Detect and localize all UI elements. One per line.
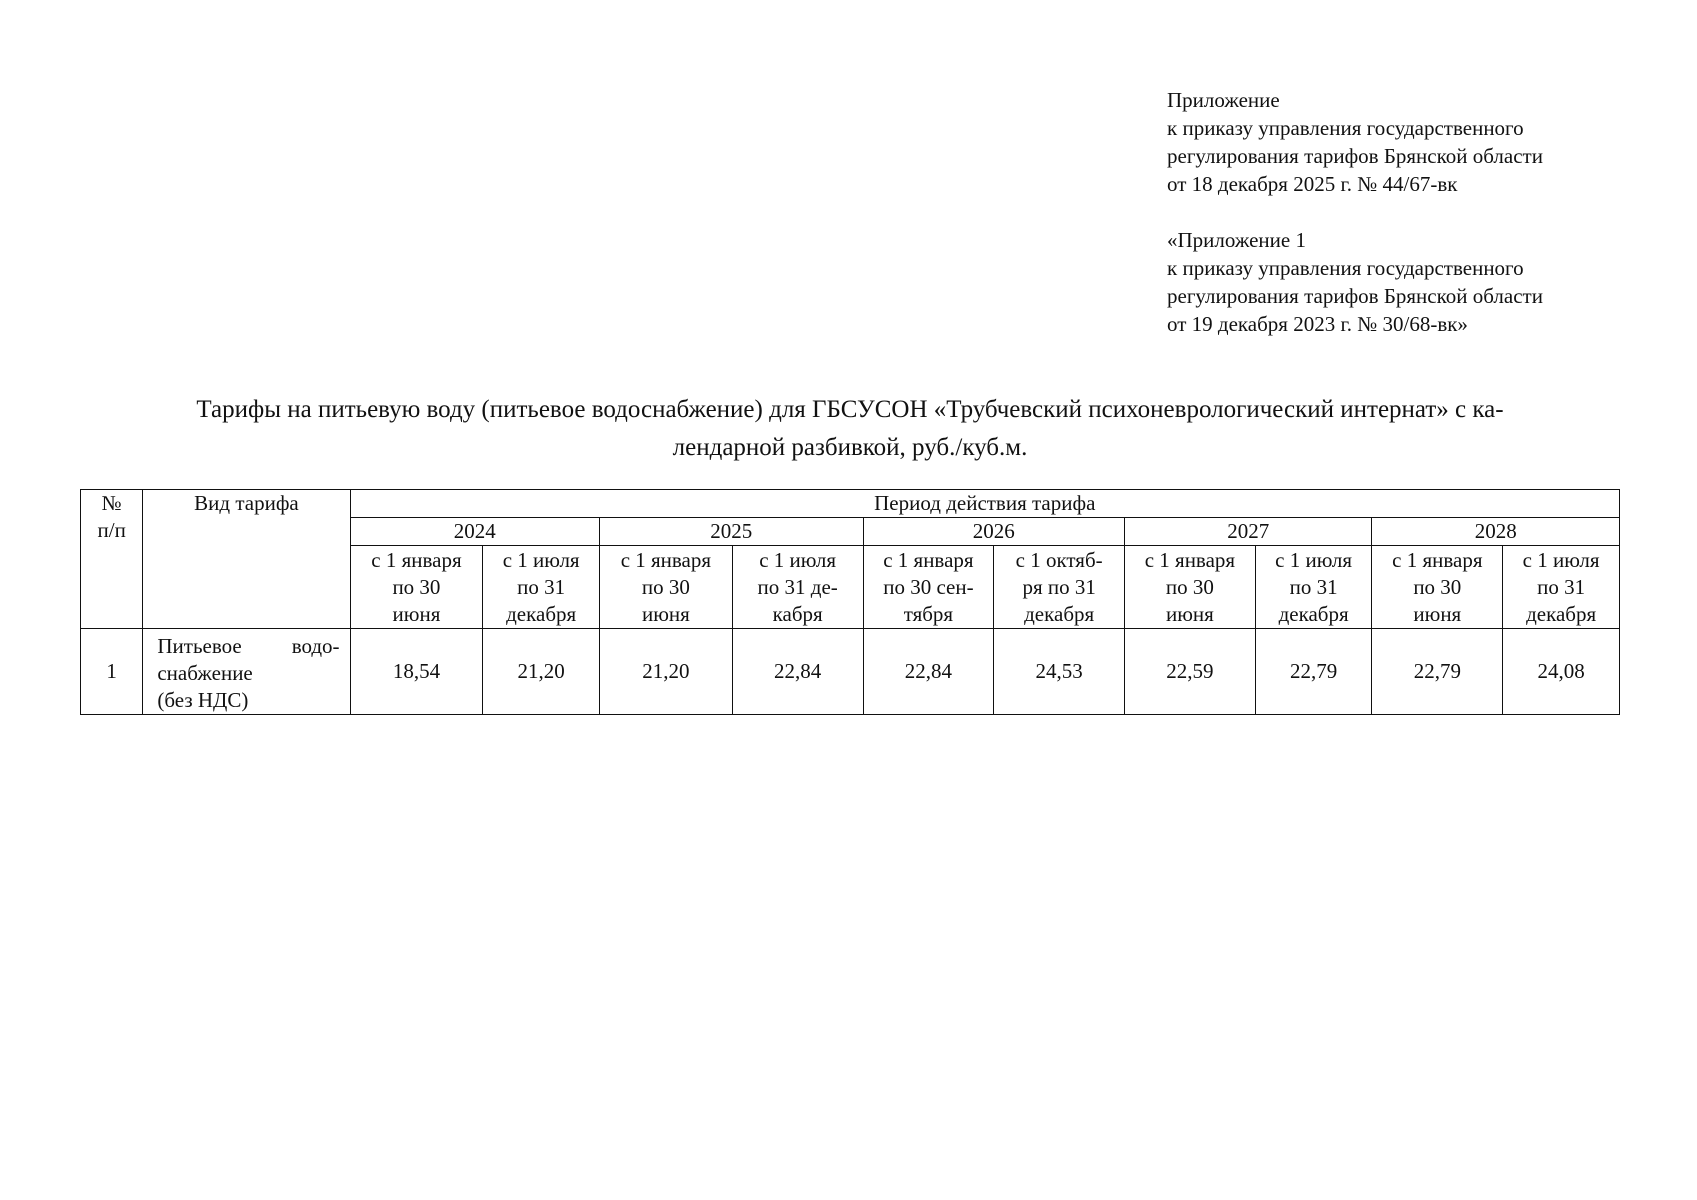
- header-number-cell: [81, 490, 143, 629]
- subperiod-line: тября: [903, 602, 954, 626]
- header-period: Период действия тарифа: [350, 490, 1619, 518]
- header-subperiod: [1372, 546, 1503, 629]
- header-tariff-kind: Вид тарифа: [143, 490, 350, 629]
- appendix-original-order: [1167, 226, 1687, 338]
- subperiod-line: по 31: [1289, 575, 1338, 599]
- appendix-line: от 19 декабря 2023 г. № 30/68-вк»: [1167, 312, 1468, 336]
- appendix-line: регулирования тарифов Брянской области: [1167, 284, 1543, 308]
- subperiod-line: с 1 июля: [502, 548, 580, 572]
- subperiod-line: по 31: [517, 575, 566, 599]
- tariff-value: 22,79: [1372, 629, 1503, 715]
- appendix-line: от 18 декабря 2025 г. № 44/67-вк: [1167, 172, 1458, 196]
- tariff-value: 21,20: [483, 629, 600, 715]
- table-header-row: [81, 490, 1620, 518]
- header-number-line: п/п: [97, 518, 126, 542]
- tariffs-table: [80, 489, 1620, 715]
- tariff-value: 18,54: [350, 629, 483, 715]
- table-row: [81, 629, 1620, 715]
- subperiod-line: с 1 июля: [1275, 548, 1353, 572]
- subperiod-line: с 1 января: [620, 548, 712, 572]
- tariff-kind-word: Питьевое: [157, 634, 242, 658]
- title-line: лендарной разбивкой, руб./куб.м.: [672, 434, 1028, 461]
- title-line: Тарифы на питьевую воду (питьевое водоснабжение) для ГБСУСОН «Трубчевский психоневрологический интернат» с ка-: [196, 396, 1504, 423]
- subperiod-line: по 31 де-: [757, 575, 838, 599]
- tariff-kind-line: (без НДС): [157, 688, 249, 712]
- subperiod-line: по 30: [641, 575, 690, 599]
- subperiod-line: с 1 июля: [759, 548, 837, 572]
- tariff-value: 22,79: [1255, 629, 1372, 715]
- appendix-line: Приложение: [1167, 88, 1280, 112]
- subperiod-line: по 31: [1537, 575, 1586, 599]
- subperiod-line: с 1 января: [371, 548, 462, 572]
- subperiod-line: по 30: [392, 575, 441, 599]
- subperiod-line: июня: [1413, 602, 1462, 626]
- subperiod-line: ря по 31: [1022, 575, 1096, 599]
- tariff-value: 24,53: [994, 629, 1125, 715]
- header-subperiod: [600, 546, 733, 629]
- tariff-kind-line: [157, 633, 339, 660]
- subperiod-line: с 1 января: [883, 548, 974, 572]
- appendix-line: к приказу управления государственного: [1167, 256, 1524, 280]
- header-year: 2024: [350, 518, 599, 546]
- subperiod-line: по 30: [1165, 575, 1214, 599]
- appendix-header: [1167, 86, 1687, 338]
- subperiod-line: декабря: [1024, 602, 1095, 626]
- tariff-kind-line: снабжение: [157, 661, 253, 685]
- subperiod-line: кабря: [772, 602, 823, 626]
- tariff-value: 22,84: [863, 629, 994, 715]
- tariff-value: 22,84: [732, 629, 863, 715]
- subperiod-line: декабря: [1526, 602, 1597, 626]
- subperiod-line: с 1 января: [1392, 548, 1483, 572]
- document-title: [80, 391, 1620, 467]
- header-year: 2026: [863, 518, 1125, 546]
- tariff-kind-word: водо-: [291, 634, 340, 658]
- subperiod-line: июня: [392, 602, 441, 626]
- subperiod-line: июня: [1165, 602, 1214, 626]
- subperiod-line: с 1 октяб-: [1015, 548, 1103, 572]
- header-year: 2025: [600, 518, 864, 546]
- header-subperiod: [1125, 546, 1256, 629]
- appendix-line: «Приложение 1: [1167, 228, 1306, 252]
- header-year: 2028: [1372, 518, 1620, 546]
- subperiod-line: июня: [641, 602, 690, 626]
- tariff-value: 24,08: [1503, 629, 1620, 715]
- appendix-line: регулирования тарифов Брянской области: [1167, 144, 1543, 168]
- header-subperiod: [483, 546, 600, 629]
- tariff-value: 22,59: [1125, 629, 1256, 715]
- subperiod-line: декабря: [1278, 602, 1349, 626]
- header-year: 2027: [1125, 518, 1372, 546]
- appendix-current-order: [1167, 86, 1687, 198]
- row-tariff-kind: [143, 629, 350, 715]
- subperiod-line: по 30: [1413, 575, 1462, 599]
- header-subperiod: [1503, 546, 1620, 629]
- row-number: 1: [81, 629, 143, 715]
- subperiod-line: с 1 июля: [1522, 548, 1600, 572]
- header-number-line: №: [101, 491, 122, 515]
- header-subperiod: [1255, 546, 1372, 629]
- header-subperiod: [350, 546, 483, 629]
- header-subperiod: [863, 546, 994, 629]
- subperiod-line: декабря: [506, 602, 577, 626]
- subperiod-line: по 30 сен-: [883, 575, 974, 599]
- subperiod-line: с 1 января: [1144, 548, 1236, 572]
- appendix-line: к приказу управления государственного: [1167, 116, 1524, 140]
- tariff-value: 21,20: [600, 629, 733, 715]
- header-subperiod: [732, 546, 863, 629]
- header-subperiod: [994, 546, 1125, 629]
